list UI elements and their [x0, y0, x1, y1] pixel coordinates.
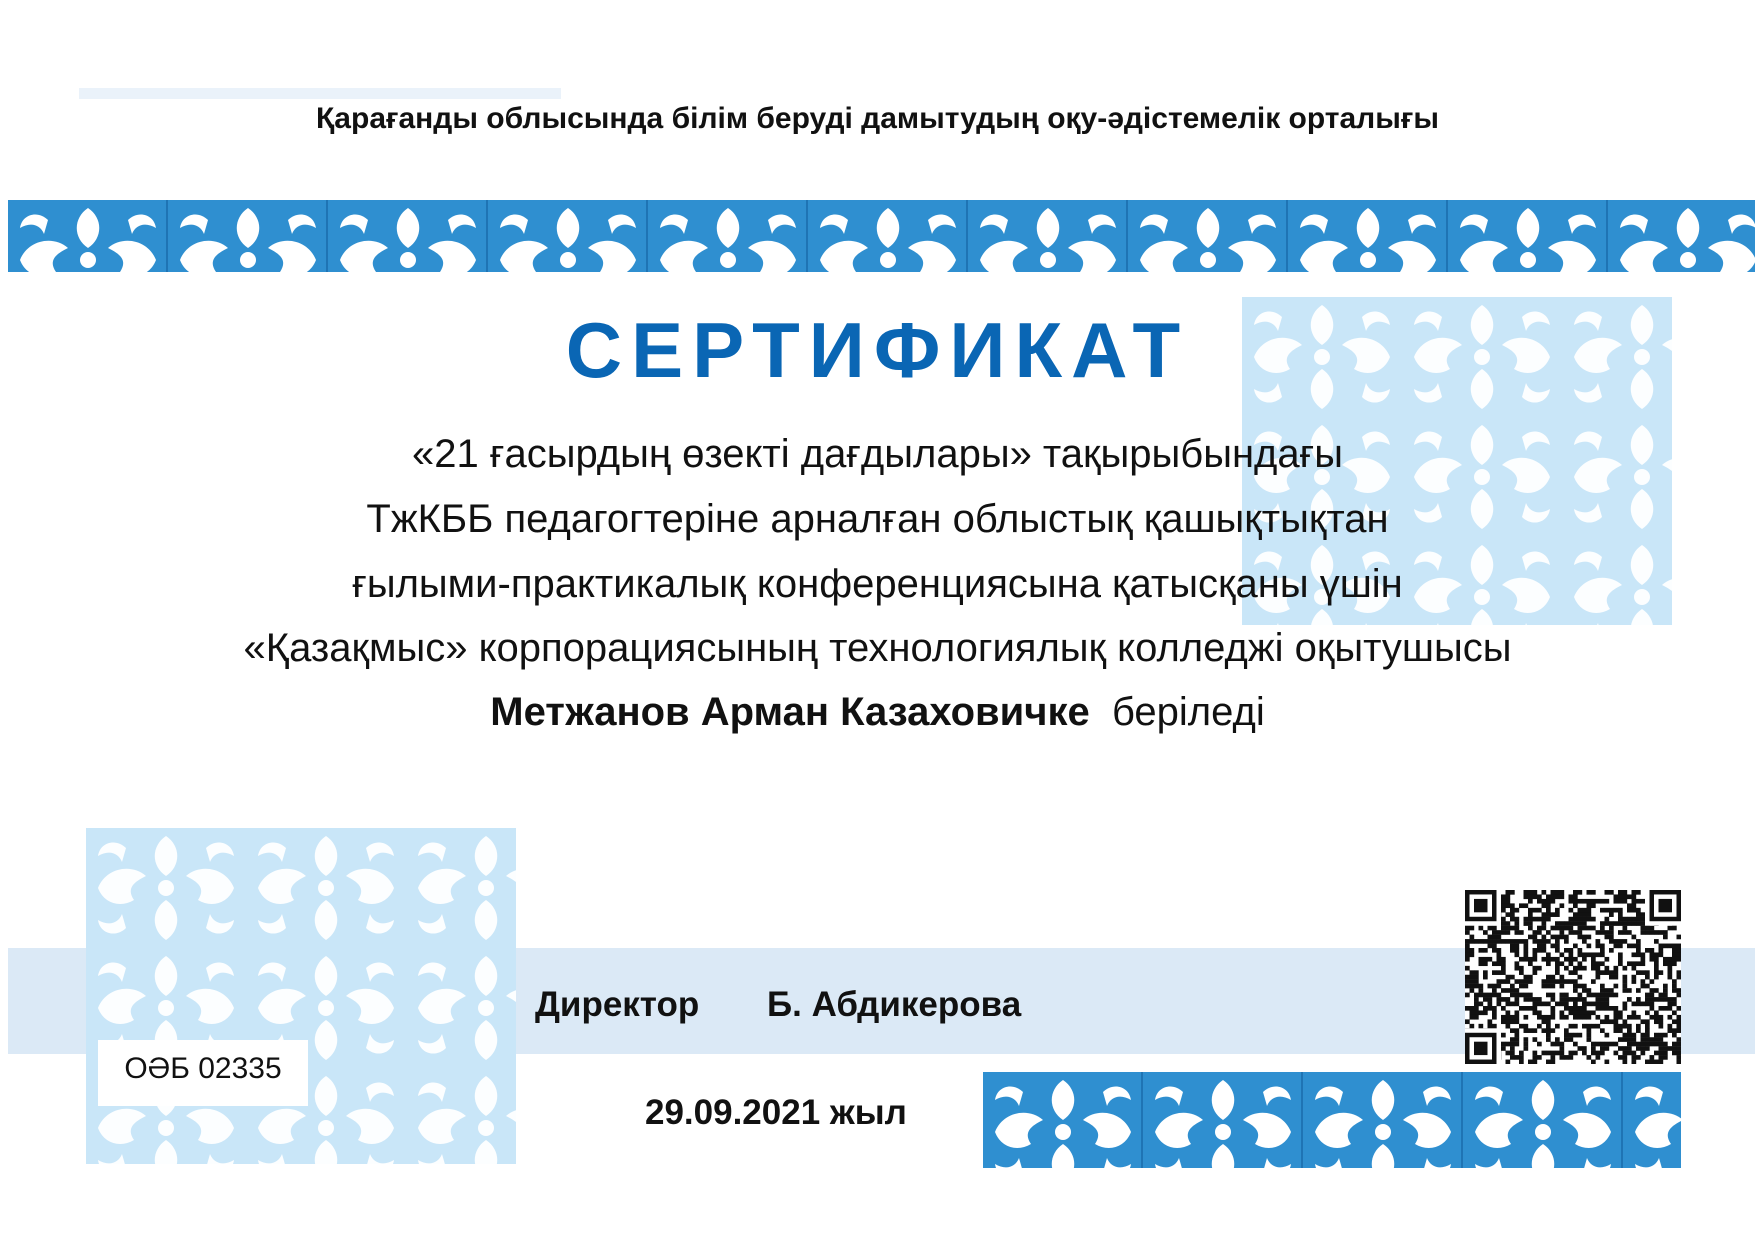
certificate-title: СЕРТИФИКАТ [565, 306, 1190, 394]
body-line-4: «Қазақмыс» корпорациясының технологиялық колледжі оқытушысы [243, 626, 1512, 670]
registration-number: ОӘБ 02335 [124, 1052, 282, 1085]
recipient-line [0, 690, 1755, 735]
organization-title: Қарағанды облысында білім беруді дамытудың оқу-әдістемелік орталығы [316, 102, 1439, 135]
kazakh-ornament-icon [86, 828, 516, 1164]
top-ornament-band [8, 200, 1755, 272]
recipient-name: Метжанов Арман Казаховичке [490, 690, 1090, 734]
body-line-2: ТжКББ педагогтеріне арналған облыстық қашықтықтан [366, 497, 1389, 541]
ornament-panel-left [86, 828, 516, 1164]
body-line-1: «21 ғасырдың өзекті дағдылары» тақырыбындағы [412, 432, 1343, 476]
bottom-ornament-band [983, 1072, 1681, 1168]
kazakh-ornament-icon [8, 200, 1755, 272]
qr-code-icon[interactable] [1465, 890, 1681, 1064]
top-rule [79, 88, 561, 99]
issue-date: 29.09.2021 жыл [645, 1093, 907, 1132]
director-label: Директор [535, 985, 700, 1024]
kazakh-ornament-icon [983, 1072, 1681, 1168]
director-name: Б. Абдикерова [767, 985, 1022, 1024]
body-line-3: ғылыми-практикалық конференциясына қатысқаны үшін [352, 562, 1403, 606]
recipient-suffix: беріледі [1111, 690, 1265, 734]
